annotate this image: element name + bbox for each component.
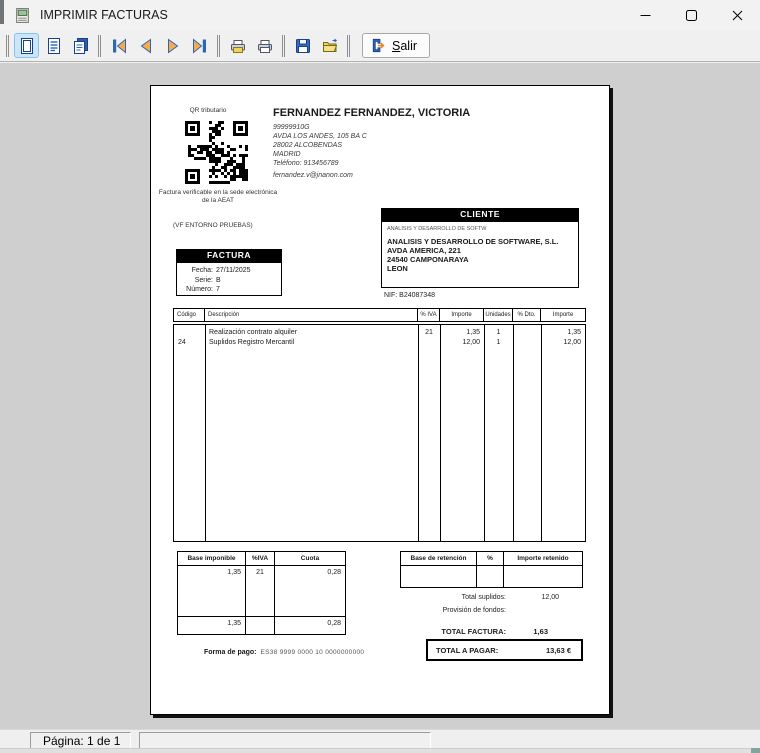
close-button[interactable] — [714, 0, 760, 30]
table-column-line — [440, 325, 441, 541]
iva-pct-total — [246, 616, 275, 634]
app-icon — [14, 6, 32, 24]
item-unidades: 1 — [496, 329, 501, 336]
fecha-value: 27/11/2025 — [216, 267, 251, 274]
cliente-alias: ANALISIS Y DESARROLLO DE SOFTW — [387, 226, 487, 232]
suplidos-label: Total suplidos: — [461, 594, 506, 601]
ret-col-importe: Importe retenido — [504, 552, 582, 566]
forma-de-pago — [204, 649, 364, 656]
table-column-line — [418, 325, 419, 541]
item-importe: 12,00 — [462, 339, 480, 346]
whole-page-icon — [18, 37, 36, 55]
factura-box — [176, 262, 282, 296]
background-window-edge — [0, 0, 4, 24]
item-importe-total: 12,00 — [563, 339, 581, 346]
table-column-line — [205, 325, 206, 541]
previous-page-button[interactable] — [133, 33, 158, 58]
table-row — [174, 338, 585, 348]
page-indicator: Página: 1 de 1 — [30, 732, 131, 750]
print-button[interactable] — [252, 33, 277, 58]
total-factura-label: TOTAL FACTURA: — [441, 627, 506, 636]
title-bar — [0, 0, 760, 30]
minimize-icon — [640, 10, 651, 21]
toolbar-grip — [217, 35, 220, 57]
iva-base: 1,35 — [178, 566, 246, 616]
item-descripcion: Suplidos Registro Mercantil — [209, 339, 295, 346]
cliente-address: AVDA AMERICA, 221 — [387, 246, 461, 255]
cliente-name: ANALISIS Y DESARROLLO DE SOFTWARE, S.L. — [387, 237, 559, 246]
exit-button[interactable] — [362, 33, 430, 58]
iva-summary-table — [177, 551, 346, 635]
table-column-line — [484, 325, 485, 541]
qr-finder-icon — [233, 121, 248, 136]
toolbar — [0, 30, 760, 62]
table-column-line — [541, 325, 542, 541]
numero-label: Número: — [186, 286, 213, 294]
item-iva: 21 — [425, 329, 433, 336]
environment-note: (VF ENTORNO PRUEBAS) — [173, 222, 253, 229]
col-importe: Importe — [440, 309, 484, 321]
printer-setup-icon — [229, 37, 247, 55]
window-controls — [622, 0, 760, 30]
window-bottom-edge — [0, 748, 760, 753]
suplidos-value: 12,00 — [541, 594, 559, 601]
iva-col-pct: %IVA — [246, 552, 275, 566]
issuer-address: AVDA LOS ANDES, 105 BA C — [273, 133, 367, 140]
save-icon — [294, 37, 312, 55]
forma-de-pago-label: Forma de pago: — [204, 649, 257, 656]
previous-page-icon — [137, 37, 155, 55]
cliente-nif: NIF: B24087348 — [384, 292, 435, 299]
close-icon — [732, 10, 743, 21]
total-a-pagar-box — [426, 639, 583, 661]
issuer-name: FERNANDEZ FERNANDEZ, VICTORIA — [273, 107, 471, 119]
qr-finder-icon — [185, 121, 200, 136]
col-codigo: Código — [174, 309, 205, 321]
iva-cuota-total: 0,28 — [275, 616, 345, 634]
toolbar-grip — [98, 35, 101, 57]
ret-base — [401, 566, 477, 587]
toolbar-grip — [282, 35, 285, 57]
issuer-province: MADRID — [273, 151, 301, 158]
last-page-icon — [191, 37, 209, 55]
next-page-button[interactable] — [160, 33, 185, 58]
issuer-details — [273, 123, 367, 180]
qr-code — [185, 121, 248, 184]
cliente-box — [381, 221, 579, 288]
last-page-button[interactable] — [187, 33, 212, 58]
first-page-button[interactable] — [106, 33, 131, 58]
multi-page-icon — [72, 37, 90, 55]
retencion-table — [400, 551, 583, 588]
item-dto — [513, 338, 541, 348]
issuer-email: fernandez.v@jnanon.com — [273, 172, 353, 179]
cliente-header: CLIENTE — [381, 208, 579, 221]
maximize-button[interactable] — [668, 0, 714, 30]
issuer-phone: Teléfono: 913456789 — [273, 160, 339, 167]
iva-cuota: 0,28 — [327, 569, 341, 576]
status-bar — [0, 729, 760, 753]
qr-finder-icon — [185, 169, 200, 184]
numero-value: 7 — [216, 286, 220, 294]
toolbar-grip — [6, 35, 9, 57]
ret-col-pct: % — [477, 552, 504, 566]
col-iva: % IVA — [418, 309, 440, 321]
item-importe-total: 1,35 — [567, 329, 581, 336]
factura-header: FACTURA — [176, 249, 282, 262]
item-dto — [513, 328, 541, 338]
qr-caption-top: QR tributario — [189, 107, 227, 114]
serie-value: B — [216, 276, 221, 284]
col-dto: % Dto. — [513, 309, 541, 321]
toolbar-grip — [347, 35, 350, 57]
col-importe-total: Importe — [552, 312, 574, 318]
item-codigo: 24 — [178, 339, 186, 346]
total-a-pagar-value: 13,63 € — [545, 645, 571, 655]
total-a-pagar-label: TOTAL A PAGAR: — [436, 645, 499, 655]
iva-col-cuota: Cuota — [275, 552, 345, 566]
preview-whole-page-button[interactable] — [14, 33, 39, 58]
items-table-body — [173, 324, 586, 542]
open-folder-icon — [321, 37, 339, 55]
invoice-page — [150, 85, 610, 715]
item-codigo — [174, 328, 205, 338]
ret-importe — [504, 566, 582, 587]
serie-label: Serie: — [194, 276, 213, 284]
iva-col-base: Base imponible — [178, 552, 246, 566]
save-button[interactable] — [290, 33, 315, 58]
exit-button-label: Salir — [392, 38, 418, 53]
fecha-label: Fecha: — [191, 267, 213, 274]
forma-de-pago-value: ES38 9999 0000 10 0000000000 — [260, 649, 365, 656]
factura-section — [176, 249, 282, 296]
ret-pct — [477, 566, 504, 587]
open-button[interactable] — [317, 33, 342, 58]
total-factura-value: 1,63 — [533, 627, 548, 636]
page-width-icon — [45, 37, 63, 55]
items-table-header — [173, 308, 586, 322]
window-title: IMPRIMIR FACTURAS — [40, 8, 168, 22]
item-iva — [418, 338, 440, 348]
table-column-line — [513, 325, 514, 541]
printer-setup-button[interactable] — [225, 33, 250, 58]
ret-col-base: Base de retención — [401, 552, 477, 566]
preview-multi-page-button[interactable] — [68, 33, 93, 58]
report-app-icon — [14, 7, 31, 24]
first-page-icon — [110, 37, 128, 55]
table-row — [174, 328, 585, 338]
maximize-icon — [686, 10, 697, 21]
issuer-nif: 99999910G — [273, 124, 310, 131]
cliente-city: 24540 CAMPONARAYA — [387, 255, 469, 264]
print-preview-area — [0, 63, 760, 729]
col-unidades: Unidades — [484, 309, 513, 321]
next-page-icon — [164, 37, 182, 55]
item-unidades: 1 — [496, 339, 501, 346]
cliente-section — [381, 208, 579, 288]
iva-base-total: 1,35 — [178, 616, 246, 634]
issuer-city: 28002 ALCOBENDAS — [273, 142, 342, 149]
item-importe: 1,35 — [466, 329, 480, 336]
minimize-button[interactable] — [622, 0, 668, 30]
exit-icon — [370, 37, 387, 54]
desktop-corner — [751, 748, 760, 753]
col-descripcion: Descripción — [205, 309, 418, 321]
print-icon — [256, 37, 274, 55]
iva-pct: 21 — [246, 566, 275, 616]
provision-label: Provisión de fondos: — [442, 607, 506, 614]
cliente-province: LEON — [387, 264, 408, 273]
qr-caption-bottom: Factura verificable en la sede electrónica de la AEAT — [158, 189, 278, 204]
preview-page-width-button[interactable] — [41, 33, 66, 58]
item-descripcion: Realización contrato alquiler — [209, 329, 297, 336]
